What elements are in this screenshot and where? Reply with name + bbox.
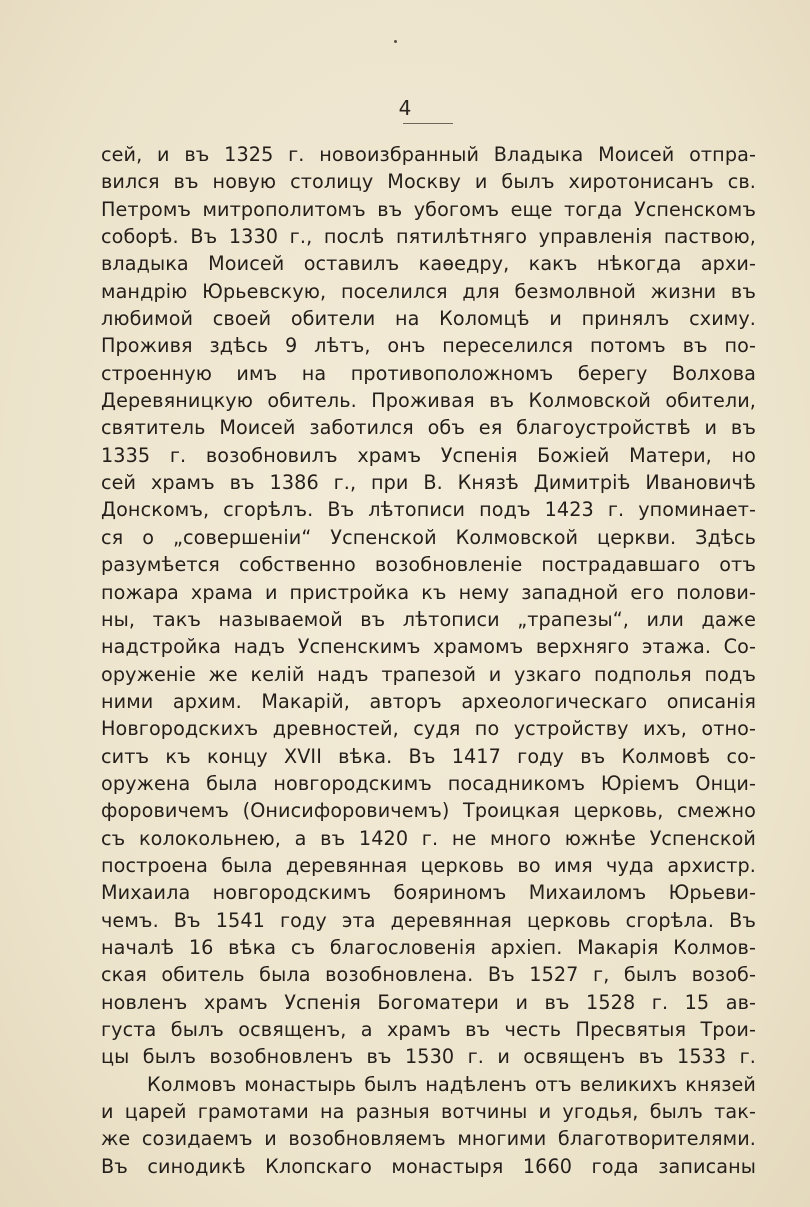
text-line: цы былъ возобновленъ въ 1530 г. и освященъ въ 1533 г. [101,1045,756,1069]
text-line: построена была деревянная церковь во имя чуда архистр. [101,853,756,877]
text-line: началѣ 16 вѣка съ благословенія архіеп. Макарія Колмов- [101,935,756,959]
text-line: чемъ. Въ 1541 году эта деревянная церковь сгорѣла. Въ [101,908,756,932]
text-line: Петромъ митрополитомъ въ убогомъ еще тогда Успенскомъ [101,197,756,221]
text-line: разумѣется собственно возобновленіе пострадавшаго отъ [101,553,756,577]
text-line: новленъ храмъ Успенія Богоматери и въ 1528 г. 15 ав- [101,990,756,1014]
text-line: 1335 г. возобновилъ храмъ Успенія Божіей Матери, но [101,443,756,467]
text-line: Михаила новгородскимъ бояриномъ Михаиломъ Юрьеви- [101,881,756,905]
text-line: Проживя здѣсь 9 лѣтъ, онъ переселился потомъ въ по- [101,334,756,358]
text-line: пожара храма и пристройка къ нему западной его полови- [101,580,756,604]
text-line: же созидаемъ и возобновляемъ многими благотворителями. [101,1127,756,1151]
text-line: владыка Моисей оставилъ каѳедру, какъ нѣкогда архи- [101,252,756,276]
text-line: съ колокольнею, а въ 1420 г. не много южнѣе Успенской [101,826,756,850]
text-line: сей храмъ въ 1386 г., при В. Князѣ Димитріѣ Ивановичѣ [101,471,756,495]
text-line: оруженіе же келій надъ трапезой и узкаго подполья подъ [101,662,756,686]
text-line: соборѣ. Въ 1330 г., послѣ пятилѣтняго управленія паствою, [101,225,756,249]
text-line: строенную имъ на противоположномъ берегу Волхова [101,361,756,385]
text-line: густа былъ освященъ, а храмъ въ честь Пресвятыя Трои- [101,1018,756,1041]
text-line: любимой своей обители на Коломцѣ и принялъ схиму. [101,307,756,331]
text-line: ними архим. Макарій, авторъ археологическаго описанія [101,689,756,713]
text-line: ся о „совершеніи“ Успенской Колмовской церкви. Здѣсь [101,525,756,549]
text-line: мандрію Юрьевскую, поселился для безмолвной жизни въ [101,279,756,303]
text-line: святитель Моисей заботился объ ея благоустройствѣ и въ [101,416,756,440]
page-number-rule [403,123,453,124]
text-line: Въ синодикѣ Клопскаго монастыря 1660 года записаны [101,1154,756,1178]
text-line: ская обитель была возобновлена. Въ 1527 г, былъ возоб- [101,963,756,987]
text-line: ситъ къ концу XVII вѣка. Въ 1417 году въ Колмовѣ со- [101,744,756,768]
text-line: сей, и въ 1325 г. новоизбранный Владыка Моисей отпра- [101,143,756,166]
text-line: ны, такъ называемой въ лѣтописи „трапезы“, или даже [101,607,756,631]
print-speck [394,40,397,43]
text-line: и царей грамотами на разныя вотчины и угодья, былъ так- [101,1100,756,1124]
text-line: форовичемъ (Онисифоровичемъ) Троицкая церковь, смежно [101,799,756,823]
text-line: Донскомъ, сгорѣлъ. Въ лѣтописи подъ 1423 г. упоминает- [101,498,756,522]
text-line: Новгородскихъ древностей, судя по устройству ихъ, отно- [101,717,756,741]
text-line: надстройка надъ Успенскимъ храмомъ верхняго этажа. Со- [101,635,756,659]
text-line: оружена была новгородскимъ посадникомъ Юріемъ Онци- [101,771,756,795]
body-text [101,141,756,1180]
text-line: Деревяницкую обитель. Проживая въ Колмовской обители, [101,389,756,413]
text-line: вился въ новую столицу Москву и былъ хиротонисанъ св. [101,170,756,194]
page-number: 4 [398,96,412,120]
paragraph-first-line: Колмовъ монастырь былъ надѣленъ отъ великихъ князей [147,1072,756,1096]
